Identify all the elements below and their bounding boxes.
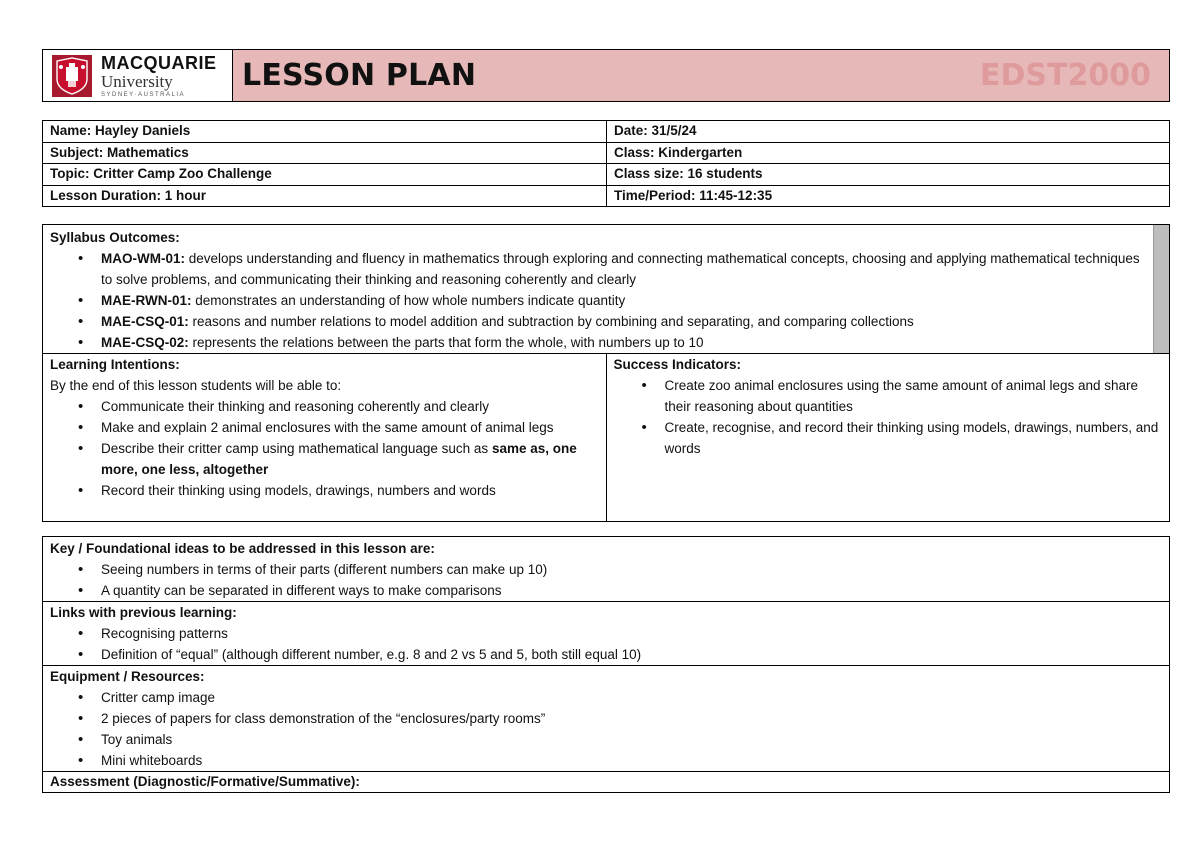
lesson-plan-header — [42, 49, 1170, 102]
outcome-text: demonstrates an understanding of how whole numbers indicate quantity — [191, 293, 626, 308]
learning-keywords: same as, one more, one less, altogether — [101, 441, 577, 477]
table-row — [43, 772, 1170, 793]
title-bar — [233, 50, 1169, 101]
syllabus-list — [50, 248, 1145, 353]
logo-city: SYDNEY·AUSTRALIA — [101, 91, 186, 98]
list-item: • Record their thinking using models, drawings, numbers and words — [50, 480, 599, 501]
list-item: • Communicate their thinking and reasoning coherently and clearly — [50, 396, 599, 417]
learning-intentions-cell — [43, 354, 607, 522]
assessment-heading: Assessment (Diagnostic/Formative/Summative): — [50, 774, 360, 789]
table-row — [43, 142, 1170, 164]
list-item: • Critter camp image — [50, 687, 1162, 708]
list-item: • Create, recognise, and record their thinking using models, drawings, numbers, and words — [614, 417, 1163, 459]
table-row — [43, 537, 1170, 602]
learning-heading: Learning Intentions: — [50, 357, 180, 372]
key-ideas-cell — [43, 537, 1170, 602]
key-ideas-heading: Key / Foundational ideas to be addressed in this lesson are: — [50, 541, 435, 556]
learning-intro: By the end of this lesson students will be able to: — [50, 378, 342, 393]
list-item — [50, 438, 599, 480]
outcome-text: represents the relations between the parts that form the whole, with numbers up to 10 — [188, 335, 704, 350]
success-heading: Success Indicators: — [613, 357, 742, 372]
info-subject: Subject: Mathematics — [43, 142, 607, 164]
list-item: • Seeing numbers in terms of their parts (different numbers can make up 10) — [50, 559, 1162, 580]
outcomes-table — [42, 224, 1170, 522]
info-date: Date: 31/5/24 — [607, 121, 1170, 143]
outcome-code: MAE-CSQ-02: — [101, 335, 189, 350]
table-row — [43, 121, 1170, 143]
table-row — [43, 185, 1170, 207]
equipment-list — [50, 687, 1162, 771]
table-row — [43, 225, 1170, 354]
lesson-info-table — [42, 120, 1170, 207]
list-item — [50, 332, 1145, 353]
page-title: LESSON PLAN — [242, 58, 477, 93]
list-item: • Recognising patterns — [50, 623, 1162, 644]
syllabus-heading: Syllabus Outcomes: — [50, 230, 180, 245]
list-item: • Mini whiteboards — [50, 750, 1162, 771]
course-code: EDST2000 — [980, 58, 1151, 93]
equipment-cell — [43, 666, 1170, 772]
logo-university: University — [101, 71, 173, 91]
outcome-code: MAO-WM-01: — [101, 251, 185, 266]
university-logo — [43, 50, 233, 101]
list-item: • Toy animals — [50, 729, 1162, 750]
outcome-text: reasons and number relations to model addition and subtraction by combining and separating, and comparing collections — [188, 314, 914, 329]
info-time: Time/Period: 11:45-12:35 — [607, 185, 1170, 207]
info-class: Class: Kindergarten — [607, 142, 1170, 164]
list-item: • Create zoo animal enclosures using the same amount of animal legs and share their reasoning about quantities — [614, 375, 1163, 417]
table-row — [43, 666, 1170, 772]
learning-text: Describe their critter camp using mathematical language such as — [101, 441, 492, 456]
info-class-size: Class size: 16 students — [607, 164, 1170, 186]
logo-name: MACQUARIE — [101, 52, 217, 73]
success-indicators-cell — [606, 354, 1170, 522]
equipment-heading: Equipment / Resources: — [50, 669, 205, 684]
list-item: • Definition of “equal” (although different number, e.g. 8 and 2 vs 5 and 5, both still equal 10) — [50, 644, 1162, 665]
info-topic: Topic: Critter Camp Zoo Challenge — [43, 164, 607, 186]
syllabus-outcomes-cell — [43, 225, 1170, 354]
links-list — [50, 623, 1162, 665]
list-item: • Make and explain 2 animal enclosures with the same amount of animal legs — [50, 417, 599, 438]
links-heading: Links with previous learning: — [50, 605, 237, 620]
learning-list — [50, 396, 599, 501]
key-ideas-list — [50, 559, 1162, 601]
links-cell — [43, 602, 1170, 666]
list-item — [50, 311, 1145, 332]
outcome-code: MAE-CSQ-01: — [101, 314, 189, 329]
info-duration: Lesson Duration: 1 hour — [43, 185, 607, 207]
list-item — [50, 290, 1145, 311]
table-row — [43, 602, 1170, 666]
success-list — [614, 375, 1163, 459]
crest-icon — [49, 53, 95, 99]
outcome-text: develops understanding and fluency in mathematics through exploring and connecting mathematical concepts, choosing and applying mathematical techniques to solve problems, and communicating their thinking and reasoning coherently and clearly — [101, 251, 1140, 287]
list-item: • A quantity can be separated in different ways to make comparisons — [50, 580, 1162, 601]
assessment-cell — [43, 772, 1170, 793]
table-row — [43, 354, 1170, 522]
list-item: • 2 pieces of papers for class demonstration of the “enclosures/party rooms” — [50, 708, 1162, 729]
info-name: Name: Hayley Daniels — [43, 121, 607, 143]
list-item — [50, 248, 1145, 290]
table-row — [43, 164, 1170, 186]
lesson-details-table — [42, 536, 1170, 793]
scrollbar[interactable] — [1153, 225, 1169, 353]
outcome-code: MAE-RWN-01: — [101, 293, 192, 308]
